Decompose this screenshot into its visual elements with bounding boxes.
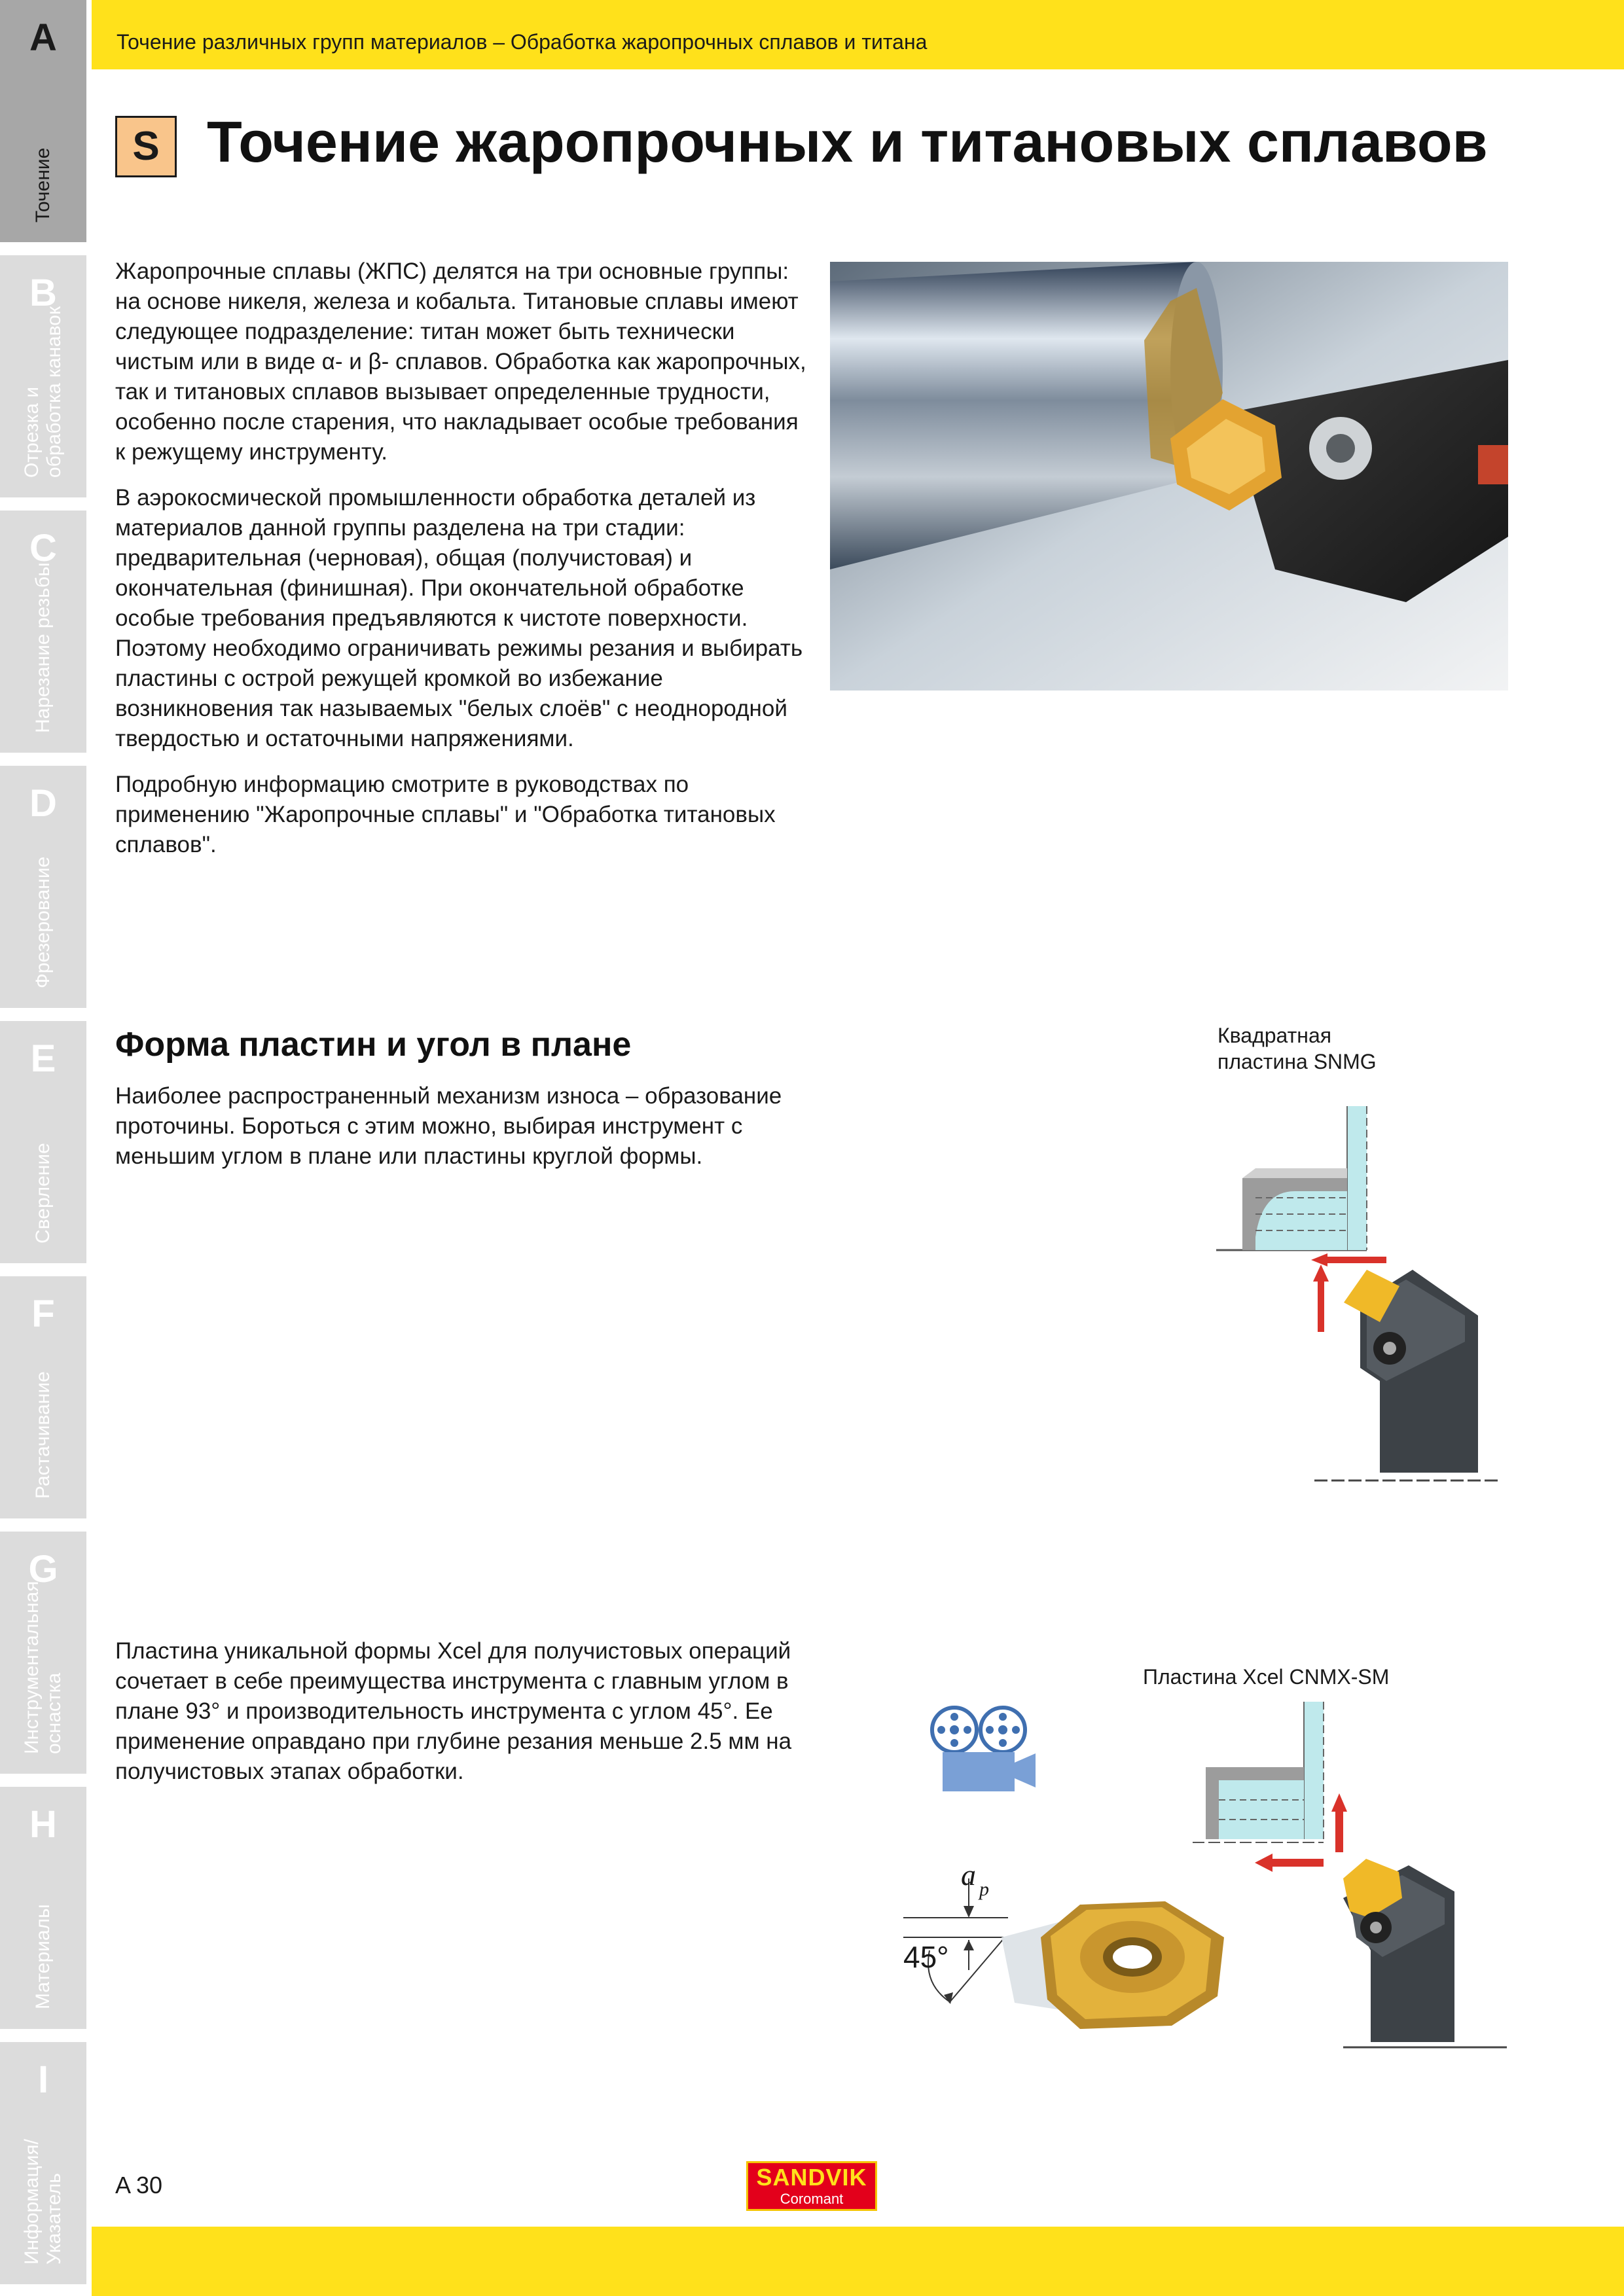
- header-title: Точение различных групп материалов – Обработка жаропрочных сплавов и титана: [117, 30, 928, 54]
- xcel-caption: Пластина Xcel CNMX-SM: [1143, 1665, 1390, 1689]
- sidebar-tab-letter: F: [31, 1293, 55, 1335]
- sidebar-tab-label: Растачивание: [32, 1371, 54, 1499]
- sidebar-tab-label: Инструментальная оснастка: [21, 1581, 65, 1754]
- sidebar-tab-letter: E: [30, 1037, 56, 1080]
- xcel-insert-angle-diagram: [903, 1852, 1244, 2049]
- sidebar-tab-e[interactable]: [0, 1021, 86, 1270]
- sidebar-tab-c[interactable]: [0, 511, 86, 759]
- section-paragraph-1: Наиболее распространенный механизм износа – образование проточины. Бороться с этим можно, выбирая инструмент с меньшим углом в плане или пластины круглой формы.: [115, 1083, 782, 1169]
- logo-top: SANDVIK: [756, 2164, 867, 2191]
- sidebar-tab-d[interactable]: [0, 766, 86, 1014]
- snmg-insert-diagram: [1216, 1106, 1498, 1486]
- sidebar-tab-label: Информация/ Указатель: [21, 2138, 65, 2265]
- sidebar-tabs: [0, 0, 86, 2296]
- sidebar-tab-letter: G: [28, 1548, 58, 1590]
- ap-subscript: p: [979, 1878, 989, 1900]
- sidebar-tab-f[interactable]: [0, 1276, 86, 1525]
- page-number: A 30: [115, 2172, 163, 2198]
- sidebar-tab-a[interactable]: [0, 0, 86, 249]
- video-camera-icon[interactable]: [929, 1705, 1038, 1797]
- material-group-badge: S: [115, 116, 177, 177]
- intro-paragraph-2: В аэрокосмической промышленности обработка деталей из материалов данной группы разделена на три стадии: предварительная (черновая), общая (получистовая) и окончательная (финишная). При окончательной обработке особые требования предъявляются к чистоте поверхности. Поэтому необходимо ограничивать режимы резания и выбирать пластины с острой режущей кромкой во избежание возникновения так называемых "белых слоёв" с неоднородной твердостью и остаточными напряжениями.: [115, 485, 803, 751]
- sidebar-tab-letter: D: [29, 782, 57, 825]
- logo-bottom: Coromant: [780, 2191, 844, 2207]
- sidebar-tab-letter: B: [29, 272, 57, 314]
- intro-paragraph-3: Подробную информацию смотрите в руководствах по применению "Жаропрочные сплавы" и "Обработка титановых сплавов".: [115, 772, 776, 857]
- sidebar-tab-i[interactable]: [0, 2042, 86, 2291]
- snmg-caption: Квадратная пластина SNMG: [1218, 1024, 1377, 1073]
- turning-photo: [830, 262, 1508, 691]
- sidebar-tab-label: Нарезание резьбы: [32, 562, 54, 733]
- sidebar-tab-label: Точение: [32, 147, 54, 223]
- intro-text: [115, 257, 809, 876]
- sidebar-tab-label: Сверление: [32, 1143, 54, 1244]
- header-bar: [92, 0, 1624, 69]
- footer-bar: [92, 2227, 1624, 2296]
- sidebar-tab-h[interactable]: [0, 1787, 86, 2036]
- sidebar-tab-label: Отрезка и обработка канавок: [21, 306, 65, 478]
- sidebar-tab-label: Материалы: [32, 1904, 54, 2009]
- sidebar-tab-letter: C: [29, 527, 57, 569]
- intro-paragraph-1: Жаропрочные сплавы (ЖПС) делятся на три основные группы: на основе никеля, железа и кобальта. Титановые сплавы имеют следующее подразделение: титан может быть технически чистым или в виде α- и β- сплавов. Обработка как жаропрочных, так и титановых сплавов вызывает определенные трудности, особенно после старения, что накладывает особые требования к режущему инструменту.: [115, 259, 806, 465]
- page-title: Точение жаропрочных и титановых сплавов: [207, 109, 1488, 174]
- sidebar-tab-letter: H: [29, 1803, 57, 1846]
- sidebar-tab-g[interactable]: [0, 1532, 86, 1780]
- sidebar-tab-letter: A: [29, 16, 57, 59]
- ap-label: a: [961, 1858, 976, 1892]
- sidebar-tab-letter: I: [37, 2058, 49, 2101]
- section-title: Форма пластин и угол в плане: [115, 1026, 632, 1064]
- sidebar-tab-label: Фрезерование: [32, 856, 54, 988]
- angle-label: 45°: [903, 1940, 949, 1974]
- sandvik-coromant-logo: [746, 2161, 877, 2211]
- section-paragraph-2: Пластина уникальной формы Xcel для получистовых операций сочетает в себе преимущества инструмента с главным углом в плане 93° и производительность инструмента с углом 45°. Ее применение оправдано при глубине резания меньше 2.5 мм на получистовых этапах обработки.: [115, 1638, 792, 1784]
- sidebar-tab-b[interactable]: [0, 255, 86, 504]
